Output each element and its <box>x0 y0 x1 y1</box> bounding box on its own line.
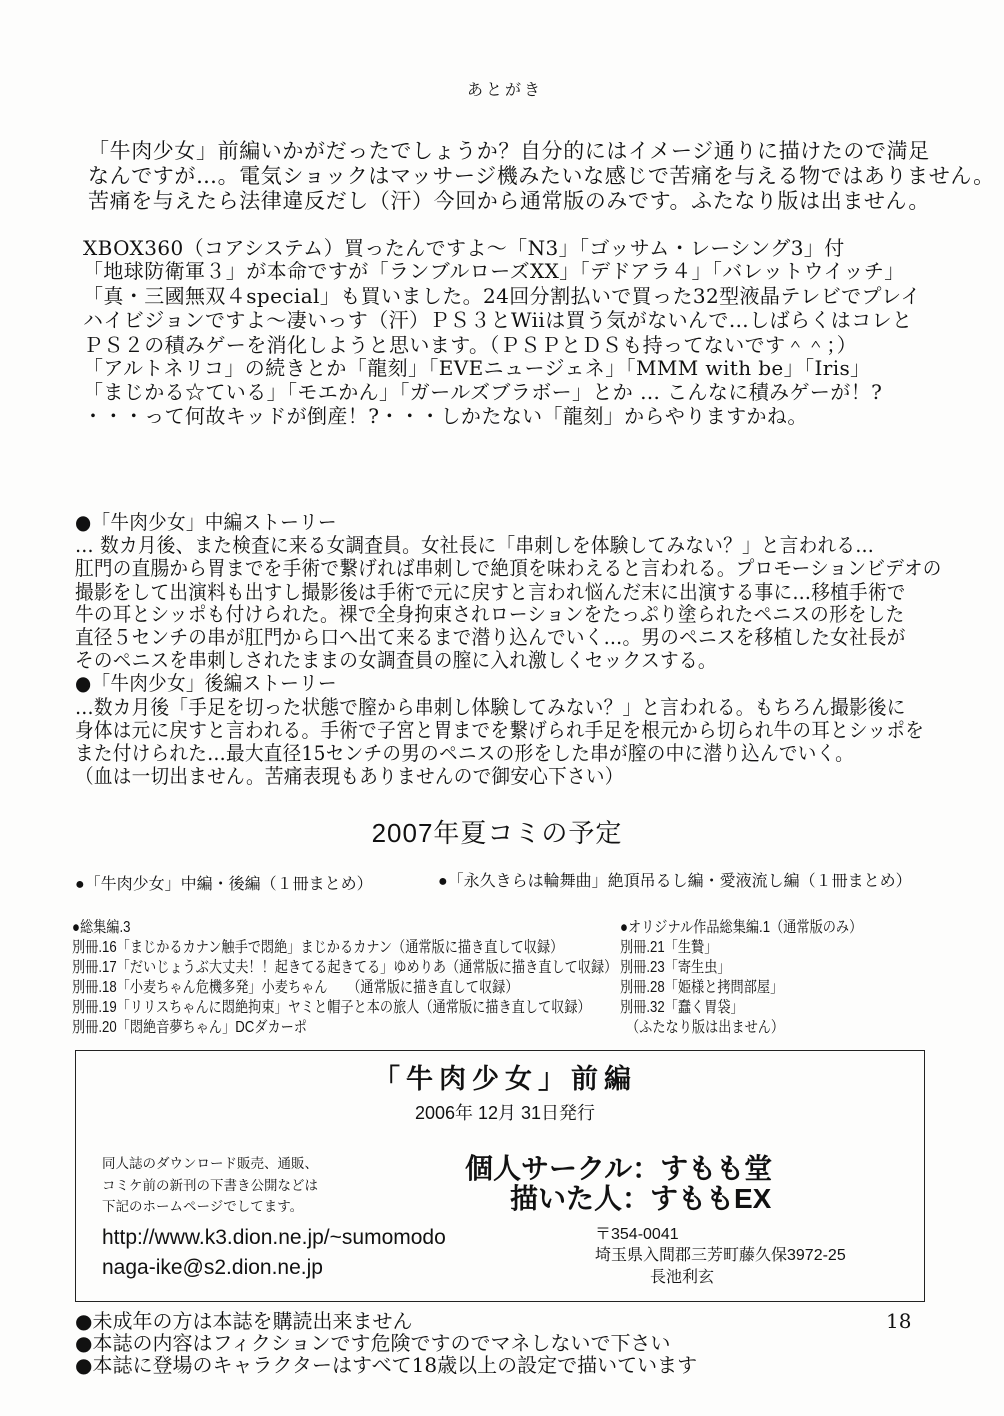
publish-date: 2006年 12月 31日発行 <box>414 1103 596 1123</box>
games-line: 「地球防衛軍３」が本命ですが「ランブルローズXX」「デドアラ４」「バレットウイッチ」 <box>83 259 905 283</box>
list-item: 別冊.19「リリスちゃんに悶絶拘束」ヤミと帽子と本の旅人（通常版に描き直して収録） <box>72 999 591 1016</box>
address: 埼玉県入間郡三芳町藤久保3972-25 <box>595 1247 846 1264</box>
note-line: 同人誌のダウンロード販売、通販、 <box>102 1156 318 1172</box>
intro-line: 苦痛を与えたら法律違反だし（汗）今回から通常版のみです。ふたなり版は出ません。 <box>88 189 930 213</box>
schedule-item: ●「永久きらは輪舞曲」絶頂吊るし編・愛液流し編（１冊まとめ） <box>438 873 912 890</box>
list-item: 別冊.20「悶絶音夢ちゃん」DCダカーポ <box>72 1019 307 1036</box>
book-title: 「牛肉少女」前編 <box>373 1064 637 1095</box>
list-heading: ●総集編.3 <box>72 919 131 936</box>
list-item: （ふたなり版は出ません） <box>626 1019 785 1036</box>
schedule-heading: 2007年夏コミの予定 <box>371 818 623 848</box>
footer-line: ●本誌に登場のキャラクターはすべて18歳以上の設定で描いています <box>75 1353 698 1377</box>
story-line: … 数カ月後、また検査に来る女調査員。女社長に「串刺しを体験してみない？」と言われる… <box>75 533 875 557</box>
intro-line: なんですが…。電気ショックはマッサージ機みたいな感じで苦痛を与える物ではありません。 <box>88 164 995 188</box>
games-line: XBOX360（コアシステム）買ったんですよ～「N3」「ゴッサム・レーシング3」付 <box>83 236 845 260</box>
list-item: 別冊.23「寄生虫」 <box>620 959 731 976</box>
note-line: コミケ前の新刊の下書き公開などは <box>102 1178 318 1194</box>
story-line: そのペニスを串刺しされたままの女調査員の膣に入れ激しくセックスする。 <box>75 648 717 672</box>
story-line: 肛門の直腸から胃までを手術で繋げれば串刺しで絶頂を味わえると言われる。プロモーションビデオの <box>75 556 942 580</box>
list-heading: ●オリジナル作品総集編.1（通常版のみ） <box>620 919 863 936</box>
story-heading: ●「牛肉少女」後編ストーリー <box>75 671 337 695</box>
page-number: 18 <box>886 1309 912 1333</box>
list-item: 別冊.32「蠢く胃袋」 <box>620 999 744 1016</box>
schedule-item: ●「牛肉少女」中編・後編（１冊まとめ） <box>75 876 373 893</box>
list-item: 別冊.17「だいじょうぶ大丈夫！！起きてる起きてる」ゆめりあ（通常版に描き直して収録） <box>72 959 618 976</box>
footer-line: ●未成年の方は本誌を購読出来ません <box>75 1309 413 1333</box>
email-address[interactable]: naga-ike@s2.dion.ne.jp <box>102 1256 323 1279</box>
artist-name: 描いた人：すももEX <box>510 1183 772 1214</box>
games-line: ＰＳ２の積みゲーを消化しようと思います。（ＰＳＰとＤＳも持ってないです＾＾；） <box>83 333 857 357</box>
story-line: 身体は元に戻すと言われる。手術で子宮と胃までを繋げられ手足を根元から切られ牛の耳とシッポを <box>75 718 925 742</box>
games-line: ハイビジョンですよ～凄いっす（汗）ＰＳ３とWiiは買う気がないんで…しばらくはコレと <box>83 308 913 332</box>
homepage-url[interactable]: http://www.k3.dion.ne.jp/~sumomodo <box>102 1226 446 1249</box>
footer-line: ●本誌の内容はフィクションです危険ですのでマネしないで下さい <box>75 1331 671 1355</box>
story-line: …数カ月後「手足を切った状態で膣から串刺し体験してみない？」と言われる。もちろん撮影後に <box>75 695 906 719</box>
note-line: 下記のホームページでしてます。 <box>102 1199 304 1215</box>
games-line: ・・・って何故キッドが倒産！?・・・しかたない「龍刻」からやりますかね。 <box>83 404 808 428</box>
list-item: 別冊.16「まじかるカナン触手で悶絶」まじかるカナン（通常版に描き直して収録） <box>72 939 564 956</box>
postal-code: 〒354‐0041 <box>595 1226 679 1243</box>
games-line: 「まじかる☆ている」「モエかん」「ガールズブラボー」とか … こんなに積みゲーが！? <box>83 380 883 404</box>
intro-line: 「牛肉少女」前編いかがだったでしょうか？自分的にはイメージ通りに描けたので満足 <box>88 139 930 163</box>
circle-name: 個人サークル：すもも堂 <box>465 1153 773 1184</box>
games-line: 「アルトネリコ」の続きとか「龍刻」「EVEニュージェネ」「MMM with be」「Iris」 <box>83 356 871 380</box>
list-item: 別冊.18「小麦ちゃん危機多発」小麦ちゃん （通常版に描き直して収録） <box>72 979 519 996</box>
author-name: 長池利玄 <box>650 1269 715 1286</box>
story-line: また付けられた…最大直径15センチの男のペニスの形をした串が膣の中に潜り込んでいく。 <box>75 741 855 765</box>
story-line: （血は一切出ません。苦痛表現もありませんので御安心下さい） <box>75 764 624 788</box>
page-title: あとがき <box>466 80 543 99</box>
games-line: 「真・三國無双４special」も買いました。24回分割払いで買った32型液晶テレビでプレイ <box>83 284 921 308</box>
story-line: 牛の耳とシッポも付けられた。裸で全身拘束されローションをたっぷり塗られたペニスの形をした <box>75 602 905 626</box>
story-heading: ●「牛肉少女」中編ストーリー <box>75 510 337 534</box>
list-item: 別冊.21「生贄」 <box>620 939 718 956</box>
story-line: 撮影をして出演料も出すし撮影後は手術で元に戻すと言われ悩んだ末に出演する事に…移植手術で <box>75 580 906 604</box>
list-item: 別冊.28「姫様と拷問部屋」 <box>620 979 784 996</box>
story-line: 直径５センチの串が肛門から口へ出て来るまで潜り込んでいく…。男のペニスを移植した女社長が <box>75 625 906 649</box>
